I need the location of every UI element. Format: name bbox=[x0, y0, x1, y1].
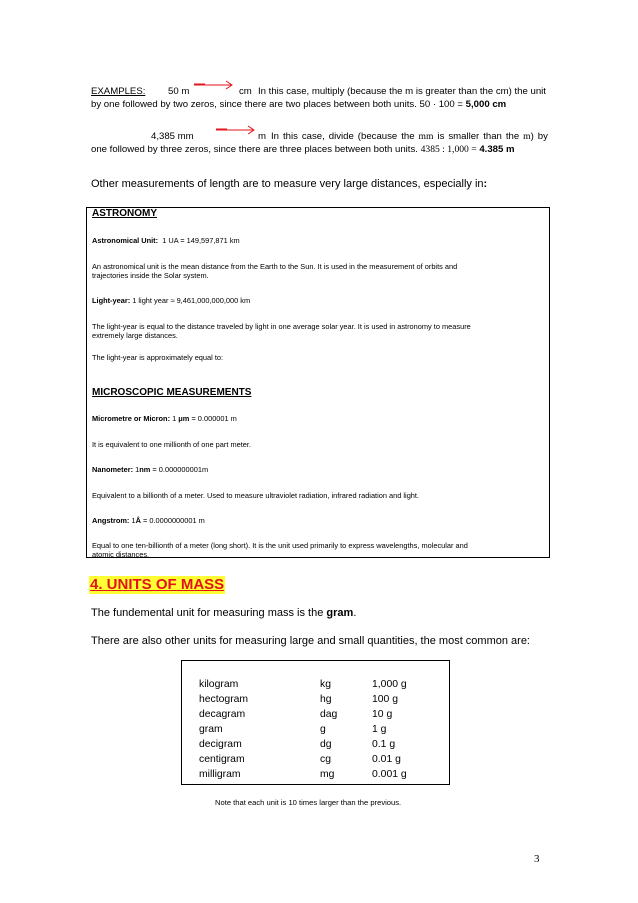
unit-value: 1 g bbox=[372, 724, 387, 735]
large-small-distances-box bbox=[86, 207, 550, 558]
angstrom-value-pre: 1 bbox=[131, 516, 136, 525]
unit-value: 0.01 g bbox=[372, 754, 401, 765]
intro-text: Other measurements of length are to measure very large distances, especially in bbox=[91, 178, 484, 190]
astronomical-unit-value: 1 UA = 149,597,871 km bbox=[162, 236, 240, 245]
fundamental-unit-gram: gram bbox=[326, 607, 354, 619]
angstrom-unit: Å bbox=[135, 516, 141, 525]
angstrom-desc-1: Equal to one ten-billionth of a meter (long short). It is the unit used primarily to express wavelengths, molecular and bbox=[92, 541, 468, 550]
example-2-to: m bbox=[258, 131, 266, 142]
arrow-right-icon bbox=[215, 123, 257, 135]
examples-label: EXAMPLES: bbox=[91, 86, 146, 97]
unit-symbol: dag bbox=[320, 709, 338, 720]
unit-name: gram bbox=[199, 724, 223, 735]
light-year-desc-1: The light-year is equal to the distance traveled by light in one average solar year. It is used in astronomy to measure bbox=[92, 322, 471, 331]
nanometer-line bbox=[92, 465, 542, 475]
other-units-paragraph: There are also other units for measuring large and small quantities, the most common are: bbox=[91, 635, 530, 647]
unit-symbol: hg bbox=[320, 694, 332, 705]
unit-symbol: mg bbox=[320, 769, 335, 780]
astronomical-unit-desc-2: trajectories inside the Solar system. bbox=[92, 271, 209, 280]
unit-name: decigram bbox=[199, 739, 242, 750]
unit-symbol: cg bbox=[320, 754, 331, 765]
micrometre-label: Micrometre or Micron: bbox=[92, 414, 171, 423]
example-1-text-1: In this case, multiply (because the m is greater than the cm) the unit bbox=[258, 86, 546, 97]
example-2-m: m bbox=[523, 131, 531, 142]
micrometre-value-post: = 0.000001 m bbox=[191, 414, 237, 423]
example-2-text-1-c: ) by bbox=[530, 131, 548, 142]
astronomical-unit-desc-1: An astronomical unit is the mean distance from the Earth to the Sun. It is used in the measurement of orbits and bbox=[92, 262, 458, 271]
unit-value: 0.001 g bbox=[372, 769, 407, 780]
page-number: 3 bbox=[534, 853, 540, 865]
example-2-text-1-a: In this case, divide (because the bbox=[271, 131, 415, 142]
nanometer-unit: nm bbox=[139, 465, 151, 474]
example-2-calc: 4385 : 1,000 = bbox=[420, 144, 477, 155]
unit-symbol: dg bbox=[320, 739, 332, 750]
unit-name: milligram bbox=[199, 769, 241, 780]
example-2-mm: mm bbox=[418, 131, 434, 142]
light-year-desc-2: extremely large distances. bbox=[92, 331, 178, 340]
micrometre-line bbox=[92, 414, 542, 424]
example-1-from: 50 m bbox=[168, 86, 190, 97]
micrometre-desc: It is equivalent to one millionth of one part meter. bbox=[92, 440, 251, 449]
unit-name: hectogram bbox=[199, 694, 249, 705]
unit-value: 100 g bbox=[372, 694, 399, 705]
example-2-text-1 bbox=[271, 130, 548, 143]
light-year-label: Light-year: bbox=[92, 296, 131, 305]
unit-symbol: kg bbox=[320, 679, 331, 690]
light-year-line bbox=[92, 296, 542, 306]
example-2-text-2-plain: one followed by three zeros, since there are three places between both units. bbox=[91, 144, 418, 155]
astronomical-unit-label: Astronomical Unit: bbox=[92, 236, 159, 245]
light-year-approx: The light-year is approximately equal to: bbox=[92, 353, 224, 362]
unit-value: 10 g bbox=[372, 709, 393, 720]
micrometre-value-pre: 1 bbox=[172, 414, 177, 423]
section-title-units-of-mass: 4. UNITS OF MASS bbox=[90, 576, 225, 593]
example-1-text-2-plain: by one followed by two zeros, since there are two places between both units. 50 · 100 = bbox=[91, 99, 466, 110]
intro-paragraph bbox=[91, 178, 487, 190]
unit-name: kilogram bbox=[199, 679, 239, 690]
unit-value: 0.1 g bbox=[372, 739, 396, 750]
example-1-result: 5,000 cm bbox=[465, 99, 507, 110]
microscopic-heading: MICROSCOPIC MEASUREMENTS bbox=[92, 387, 252, 398]
fundamental-unit-paragraph bbox=[91, 607, 356, 619]
astronomy-heading: ASTRONOMY bbox=[92, 208, 157, 219]
astronomical-unit-line bbox=[92, 236, 542, 246]
angstrom-label: Angstrom: bbox=[92, 516, 130, 525]
unit-name: centigram bbox=[199, 754, 245, 765]
intro-colon: : bbox=[483, 178, 488, 190]
example-2-result: 4.385 m bbox=[479, 144, 515, 155]
example-2-from: 4,385 mm bbox=[151, 131, 194, 142]
light-year-value: 1 light year ≈ 9,461,000,000,000 km bbox=[132, 296, 251, 305]
angstrom-line bbox=[92, 516, 542, 526]
micrometre-unit: μm bbox=[178, 414, 190, 423]
example-2-text-1-b: is smaller than the bbox=[437, 131, 520, 142]
unit-symbol: g bbox=[320, 724, 326, 735]
example-2-text-2 bbox=[91, 143, 515, 156]
mass-units-table bbox=[181, 660, 450, 785]
nanometer-value-post: = 0.000000001m bbox=[152, 465, 209, 474]
example-1-to: cm bbox=[239, 86, 252, 97]
unit-value: 1,000 g bbox=[372, 679, 407, 690]
angstrom-desc-2: atomic distances. bbox=[92, 550, 150, 559]
arrow-right-icon bbox=[193, 78, 235, 90]
example-1-text-2 bbox=[91, 98, 506, 111]
nanometer-label: Nanometer: bbox=[92, 465, 134, 474]
nanometer-value-pre: 1 bbox=[135, 465, 140, 474]
fundamental-unit-text: The fundemental unit for measuring mass is the bbox=[91, 607, 324, 619]
angstrom-value-post: = 0.0000000001 m bbox=[142, 516, 205, 525]
table-note: Note that each unit is 10 times larger than the previous. bbox=[215, 798, 402, 807]
nanometer-desc: Equivalent to a billionth of a meter. Used to measure ultraviolet radiation, infrared radiation and light. bbox=[92, 491, 420, 500]
fundamental-unit-period: . bbox=[353, 607, 357, 619]
unit-name: decagram bbox=[199, 709, 246, 720]
